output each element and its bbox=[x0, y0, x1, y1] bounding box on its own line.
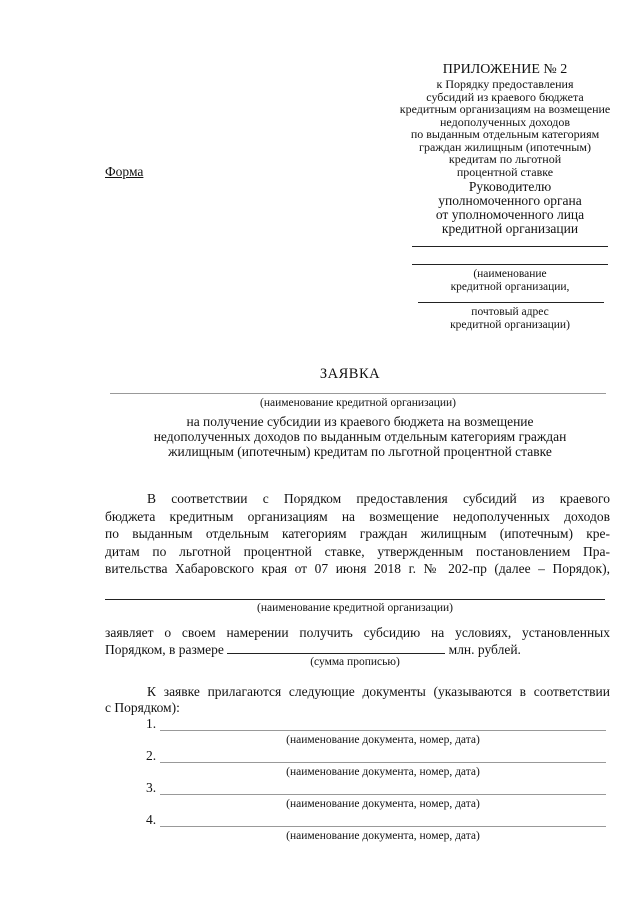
document-number: 2. bbox=[146, 748, 157, 763]
caption-line: кредитной организации, bbox=[450, 281, 570, 293]
declaration-post: млн. рублей. bbox=[448, 642, 521, 657]
addressee-line: от уполномоченного лица bbox=[435, 207, 585, 222]
org-name-blank[interactable] bbox=[110, 393, 606, 394]
body-line: вительства Хабаровского края от 07 июня 2018 г. № 202-пр (далее – Порядок), bbox=[105, 561, 610, 576]
document-field[interactable] bbox=[160, 762, 606, 763]
body-line: дитам по льготной процентной ставке, утвержденным постановлением Пра- bbox=[105, 543, 610, 559]
appendix-line: к Порядку предоставления bbox=[436, 77, 574, 91]
addressee-blank-2[interactable] bbox=[412, 264, 608, 265]
caption-line: (наименование bbox=[473, 268, 547, 280]
document-caption: (наименование документа, номер, дата) bbox=[286, 830, 480, 842]
org-name-caption: (наименование кредитной организации) bbox=[259, 397, 457, 409]
addressee-blank-1[interactable] bbox=[412, 246, 608, 247]
addressee-caption-2 bbox=[412, 306, 608, 332]
declaration-line: заявляет о своем намерении получить субсидию на условиях, установленных bbox=[105, 625, 610, 640]
amount-caption: (сумма прописью) bbox=[310, 656, 400, 668]
attachments-line: К заявке прилагаются следующие документы (указываются в соответствии bbox=[147, 684, 610, 699]
document-caption: (наименование документа, номер, дата) bbox=[286, 734, 480, 746]
body-line: по выданным отдельным категориям граждан жилищным (ипотечным) кре- bbox=[105, 526, 610, 541]
body-paragraph bbox=[105, 490, 610, 578]
appendix-block bbox=[380, 78, 630, 178]
subject-line: на получение субсидии из краевого бюджета на возмещение bbox=[186, 414, 534, 429]
subject-block bbox=[90, 414, 630, 459]
caption-line: почтовый адрес bbox=[471, 306, 549, 318]
document-field[interactable] bbox=[160, 730, 606, 731]
document-field[interactable] bbox=[160, 794, 606, 795]
caption-line: кредитной организации) bbox=[450, 319, 570, 331]
subject-line: жилищным (ипотечным) кредитам по льготной процентной ставке bbox=[168, 444, 552, 459]
addressee-blank-3[interactable] bbox=[418, 302, 604, 303]
addressee-caption-1 bbox=[412, 268, 608, 294]
appendix-line: кредитам по льготной bbox=[448, 152, 562, 166]
document-caption: (наименование документа, номер, дата) bbox=[286, 798, 480, 810]
appendix-line: субсидий из краевого бюджета bbox=[426, 89, 584, 104]
addressee-block bbox=[400, 180, 620, 236]
document-field[interactable] bbox=[160, 826, 606, 827]
appendix-title: ПРИЛОЖЕНИЕ № 2 bbox=[442, 62, 568, 77]
appendix-line: граждан жилищным (ипотечным) bbox=[419, 139, 591, 154]
declaration-pre: Порядком, в размере bbox=[105, 642, 224, 657]
document-caption: (наименование документа, номер, дата) bbox=[286, 766, 480, 778]
document-heading: ЗАЯВКА bbox=[319, 366, 381, 382]
addressee-line: кредитной организации bbox=[441, 221, 579, 236]
org-name-caption-2: (наименование кредитной организации) bbox=[256, 602, 454, 614]
body-line: В соответствии с Порядком предоставления субсидий из краевого bbox=[147, 491, 610, 506]
form-label: Форма bbox=[105, 164, 144, 179]
document-number: 3. bbox=[146, 780, 157, 795]
document-number: 1. bbox=[146, 716, 157, 731]
appendix-line: кредитным организациям на возмещение bbox=[399, 102, 611, 116]
appendix-line: процентной ставке bbox=[456, 164, 554, 179]
attachments-line: с Порядком): bbox=[105, 700, 180, 715]
subject-line: недополученных доходов по выданным отдельным категориям граждан bbox=[153, 429, 567, 444]
addressee-line: уполномоченного органа bbox=[438, 193, 582, 208]
body-line: бюджета кредитным организациям на возмещение недополученных доходов bbox=[105, 508, 610, 524]
addressee-line: Руководителю bbox=[468, 179, 552, 194]
org-name-blank-2[interactable] bbox=[105, 599, 605, 600]
appendix-line: недополученных доходов bbox=[440, 114, 570, 129]
document-number: 4. bbox=[146, 812, 157, 827]
appendix-line: по выданным отдельным категориям bbox=[410, 127, 600, 141]
amount-field[interactable] bbox=[227, 641, 445, 654]
